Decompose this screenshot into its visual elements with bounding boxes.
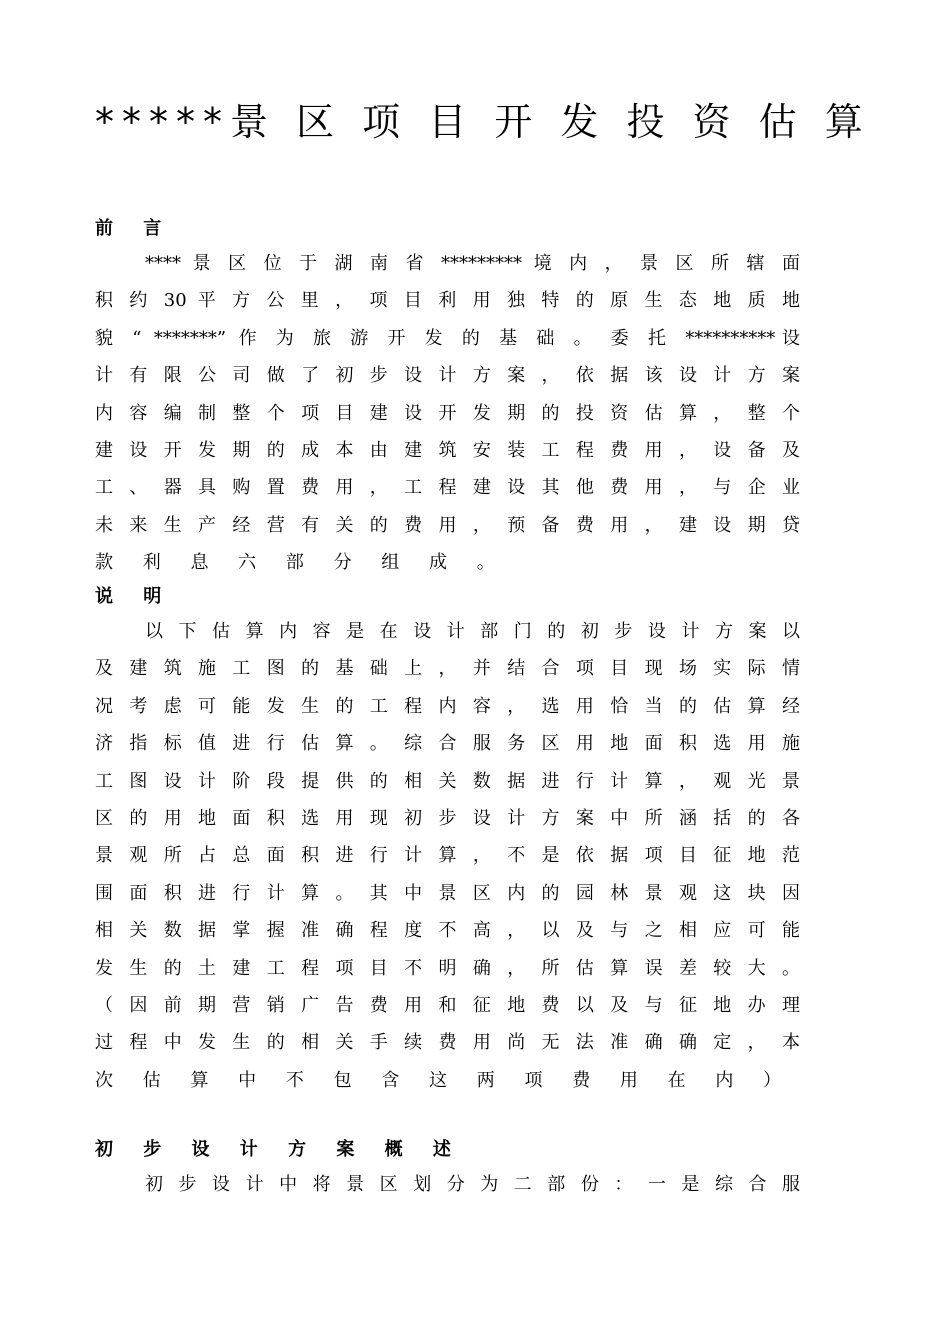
text-line: 内 容 编 制 整 个 项 目 建 设 开 发 期 的 投 资 估 算 ， 整 个 <box>95 402 800 424</box>
text-line: 款 利 息 六 部 分 组 成 。 <box>95 552 507 574</box>
text-line: 及 建 筑 施 工 图 的 基 础 上 ， 并 结 合 项 目 现 场 实 际 情 <box>95 658 800 680</box>
section-body-design-overview <box>95 1166 800 1203</box>
text-line: 工 图 设 计 阶 段 提 供 的 相 关 数 据 进 行 计 算 ， 观 光 景 <box>95 770 800 792</box>
text-line: 况 考 虑 可 能 发 生 的 工 程 内 容 ， 选 用 恰 当 的 估 算 经 <box>95 695 800 717</box>
text-line: 济 指 标 值 进 行 估 算 。 综 合 服 务 区 用 地 面 积 选 用 施 <box>95 733 800 755</box>
text-line: 初 步 设 计 中 将 景 区 划 分 为 二 部 份 ： 一 是 综 合 服 <box>145 1174 800 1195</box>
text-line: 以 下 估 算 内 容 是 在 设 计 部 门 的 初 步 设 计 方 案 以 <box>145 621 800 642</box>
text-line: 发 生 的 土 建 工 程 项 目 不 明 确 ， 所 估 算 误 差 较 大 。 <box>95 957 800 979</box>
text-line: **** 景 区 位 于 湖 南 省 ********* 境 内 ， 景 区 所 辖 面 <box>145 253 800 274</box>
text-line: 积 约 30 平 方 公 里 ， 项 目 利 用 独 特 的 原 生 态 地 质 地 <box>95 290 800 312</box>
text-line: 次 估 算 中 不 包 含 这 两 项 费 用 在 内 ） <box>95 1069 794 1091</box>
text-line: 景 观 所 占 总 面 积 进 行 计 算 ， 不 是 依 据 项 目 征 地 范 <box>95 845 800 867</box>
text-line: （ 因 前 期 营 销 广 告 费 用 和 征 地 费 以 及 与 征 地 办 理 <box>95 994 800 1016</box>
text-line: 貌 “ *******” 作 为 旅 游 开 发 的 基 础 。 委 托 **********设 <box>95 327 800 349</box>
section-heading-design-overview: 初 步 设 计 方 案 概 述 <box>95 1139 463 1160</box>
text-line: 区 的 用 地 面 积 选 用 现 初 步 设 计 方 案 中 所 涵 括 的 各 <box>95 807 800 829</box>
section-body-notes <box>95 613 800 1099</box>
text-line: 过 程 中 发 生 的 相 关 手 续 费 用 尚 无 法 准 确 确 定 ， 本 <box>95 1032 800 1054</box>
section-body-preface <box>95 245 800 582</box>
text-line: 工 、 器 具 购 置 费 用 ， 工 程 建 设 其 他 费 用 ， 与 企 业 <box>95 477 800 499</box>
document-title: *****景 区 项 目 开 发 投 资 估 算 <box>95 100 871 144</box>
text-line: 相 关 数 据 掌 握 准 确 程 度 不 高 ， 以 及 与 之 相 应 可 能 <box>95 920 800 942</box>
text-line: 建 设 开 发 期 的 成 本 由 建 筑 安 装 工 程 费 用 ， 设 备 及 <box>95 439 800 461</box>
text-line: 未 来 生 产 经 营 有 关 的 费 用 ， 预 备 费 用 ， 建 设 期 贷 <box>95 514 800 536</box>
text-line: 围 面 积 进 行 计 算 。 其 中 景 区 内 的 园 林 景 观 这 块 因 <box>95 882 800 904</box>
section-heading-preface: 前 言 <box>95 218 174 239</box>
text-line: 计 有 限 公 司 做 了 初 步 设 计 方 案 ， 依 据 该 设 计 方 案 <box>95 365 800 387</box>
section-heading-notes: 说 明 <box>95 586 174 607</box>
